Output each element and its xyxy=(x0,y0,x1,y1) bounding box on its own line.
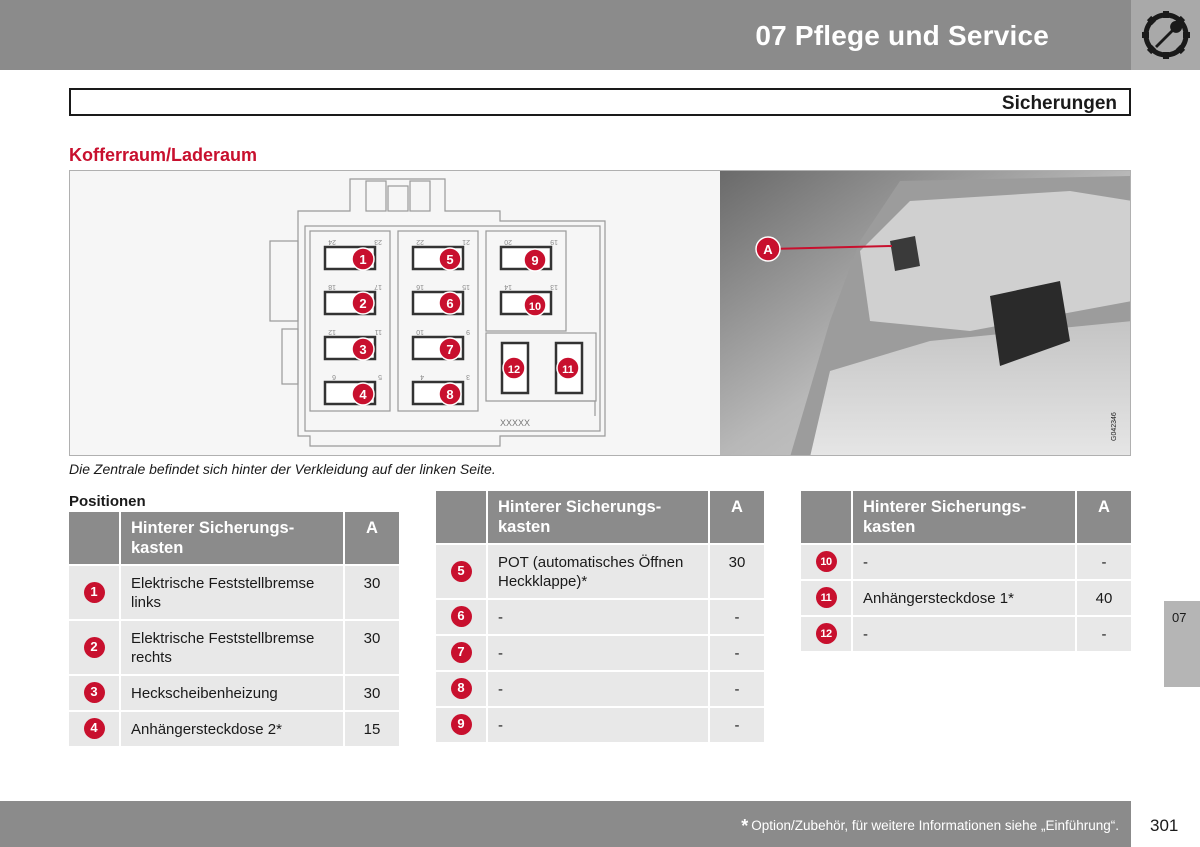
fuse-amperage: 30 xyxy=(710,543,764,598)
fuse-number-cell xyxy=(801,579,853,615)
fuse-description: Heckscheibenheizung xyxy=(121,674,345,710)
svg-text:11: 11 xyxy=(374,328,382,335)
fig-fuse-11: 11 xyxy=(562,364,574,376)
fuse-amperage: - xyxy=(710,670,764,706)
fuse-description: Elektrische Feststellbremse links xyxy=(121,564,345,619)
svg-text:20: 20 xyxy=(504,238,512,245)
wrench-gear-icon xyxy=(1141,10,1191,60)
fig-fuse-2: 2 xyxy=(359,296,367,311)
svg-text:24: 24 xyxy=(328,238,336,245)
svg-text:4: 4 xyxy=(420,373,424,380)
fuse-description: POT (automatisches Öffnen Heckklappe)* xyxy=(488,543,710,598)
svg-text:23: 23 xyxy=(374,238,382,245)
fuse-number-badge: 4 xyxy=(84,718,105,739)
table-header-num xyxy=(436,491,488,543)
fuse-amperage: 15 xyxy=(345,710,399,746)
fuse-number-cell xyxy=(69,564,121,619)
fuse-number-cell xyxy=(436,706,488,742)
fuse-description: Anhängersteckdose 1* xyxy=(853,579,1077,615)
fuse-amperage: - xyxy=(1077,615,1131,651)
svg-text:13: 13 xyxy=(550,283,558,290)
fuse-amperage: - xyxy=(710,598,764,634)
table-header-num xyxy=(801,491,853,543)
fuse-number-badge: 5 xyxy=(451,561,472,582)
table-header-num xyxy=(69,512,121,564)
fuse-amperage: - xyxy=(1077,543,1131,579)
fig-fuse-8: 8 xyxy=(446,387,454,402)
chapter-title: 07 Pflege und Service xyxy=(755,20,1049,51)
table-row xyxy=(436,598,764,634)
fig-fuse-10: 10 xyxy=(528,301,542,313)
fig-fuse-4: 4 xyxy=(359,387,367,402)
svg-text:14: 14 xyxy=(504,283,512,290)
table-header-desc: Hinterer Sicherungs- kasten xyxy=(853,491,1077,543)
fuse-number-badge: 10 xyxy=(816,551,837,572)
table-header-amp: A xyxy=(345,512,399,564)
fuse-number-badge: 2 xyxy=(84,637,105,658)
table-header-amp: A xyxy=(1077,491,1131,543)
subsection-title: Kofferraum/Laderaum xyxy=(69,145,258,165)
table-row xyxy=(69,710,399,746)
table-row xyxy=(69,674,399,710)
table-row xyxy=(436,634,764,670)
fuse-number-badge: 3 xyxy=(84,682,105,703)
svg-text:12: 12 xyxy=(328,328,336,335)
fuse-amperage: 30 xyxy=(345,564,399,619)
fuse-table-3 xyxy=(801,491,1131,651)
table-header-amp: A xyxy=(710,491,764,543)
footnote xyxy=(741,816,1119,837)
table-row xyxy=(801,579,1131,615)
page-number-box xyxy=(1131,801,1200,847)
fuse-description: Elektrische Feststellbremse rechts xyxy=(121,619,345,674)
section-bar xyxy=(69,88,1131,116)
fig-image-id: G042346 xyxy=(1111,412,1118,441)
table-row xyxy=(436,543,764,598)
table-header-desc: Hinterer Sicherungs- kasten xyxy=(488,491,710,543)
svg-text:5: 5 xyxy=(378,373,382,380)
fuse-number-cell xyxy=(69,710,121,746)
figure-caption: Die Zentrale befindet sich hinter der Verkleidung auf der linken Seite. xyxy=(69,461,496,477)
svg-text:19: 19 xyxy=(550,238,558,245)
chapter-icon-box xyxy=(1131,0,1200,70)
fuse-amperage: 30 xyxy=(345,674,399,710)
table-row xyxy=(436,670,764,706)
svg-text:17: 17 xyxy=(374,283,382,290)
svg-text:6: 6 xyxy=(332,373,336,380)
fig-fuse-7: 7 xyxy=(446,342,454,357)
fuse-number-badge: 1 xyxy=(84,582,105,603)
table-row xyxy=(69,564,399,619)
fuse-description: - xyxy=(853,543,1077,579)
table-header-desc: Hinterer Sicherungs- kasten xyxy=(121,512,345,564)
fuse-number-cell xyxy=(69,619,121,674)
fuse-number-badge: 8 xyxy=(451,678,472,699)
fig-fuse-9: 9 xyxy=(531,253,539,268)
svg-text:15: 15 xyxy=(462,283,470,290)
table-row xyxy=(69,619,399,674)
fuse-amperage: - xyxy=(710,634,764,670)
fig-fuse-6: 6 xyxy=(446,296,454,311)
fuse-amperage: 30 xyxy=(345,619,399,674)
fuse-description: - xyxy=(853,615,1077,651)
fuse-number-badge: 6 xyxy=(451,606,472,627)
svg-text:18: 18 xyxy=(328,283,336,290)
table-row xyxy=(801,543,1131,579)
fuse-table-1 xyxy=(69,512,399,746)
fig-fuse-12: 12 xyxy=(507,364,521,376)
footnote-star: * xyxy=(741,816,749,836)
positions-label: Positionen xyxy=(69,493,146,510)
fuse-number-badge: 7 xyxy=(451,642,472,663)
fig-callout-a: A xyxy=(763,242,773,257)
fuse-number-badge: 9 xyxy=(451,714,472,735)
footer-bar xyxy=(0,801,1131,847)
fuse-number-badge: 12 xyxy=(816,623,837,644)
fuse-number-cell xyxy=(69,674,121,710)
chapter-side-tab xyxy=(1164,601,1200,687)
fuse-table-2 xyxy=(436,491,764,742)
chapter-header-bar xyxy=(0,0,1131,70)
fig-fuse-3: 3 xyxy=(359,342,367,357)
fuse-description: Anhängersteckdose 2* xyxy=(121,710,345,746)
fuse-number-cell xyxy=(436,598,488,634)
svg-text:16: 16 xyxy=(416,283,424,290)
fuse-amperage: - xyxy=(710,706,764,742)
svg-text:21: 21 xyxy=(462,238,470,245)
section-title: Sicherungen xyxy=(1001,93,1117,114)
side-tab-label: 07 xyxy=(1172,610,1187,625)
fig-box-code: XXXXX xyxy=(499,418,531,428)
fuse-description: - xyxy=(488,670,710,706)
fuse-description: - xyxy=(488,598,710,634)
table-row xyxy=(436,706,764,742)
fuse-amperage: 40 xyxy=(1077,579,1131,615)
fuse-number-cell xyxy=(436,543,488,598)
fuse-box-illustration xyxy=(70,171,1131,456)
svg-text:3: 3 xyxy=(466,373,470,380)
fig-fuse-5: 5 xyxy=(446,252,454,267)
page-number: 301 xyxy=(1150,816,1179,835)
fuse-number-badge: 11 xyxy=(816,587,837,608)
fuse-description: - xyxy=(488,634,710,670)
footnote-text: Option/Zubehör, für weitere Informationen siehe „Einführung“. xyxy=(751,818,1119,833)
svg-text:9: 9 xyxy=(466,328,470,335)
fuse-number-cell xyxy=(801,615,853,651)
svg-text:10: 10 xyxy=(416,328,424,335)
table-row xyxy=(801,615,1131,651)
fuse-box-figure xyxy=(69,170,1131,456)
fuse-number-cell xyxy=(436,670,488,706)
svg-text:22: 22 xyxy=(416,238,424,245)
fuse-number-cell xyxy=(436,634,488,670)
fuse-description: - xyxy=(488,706,710,742)
fig-fuse-1: 1 xyxy=(359,252,367,267)
fuse-number-cell xyxy=(801,543,853,579)
